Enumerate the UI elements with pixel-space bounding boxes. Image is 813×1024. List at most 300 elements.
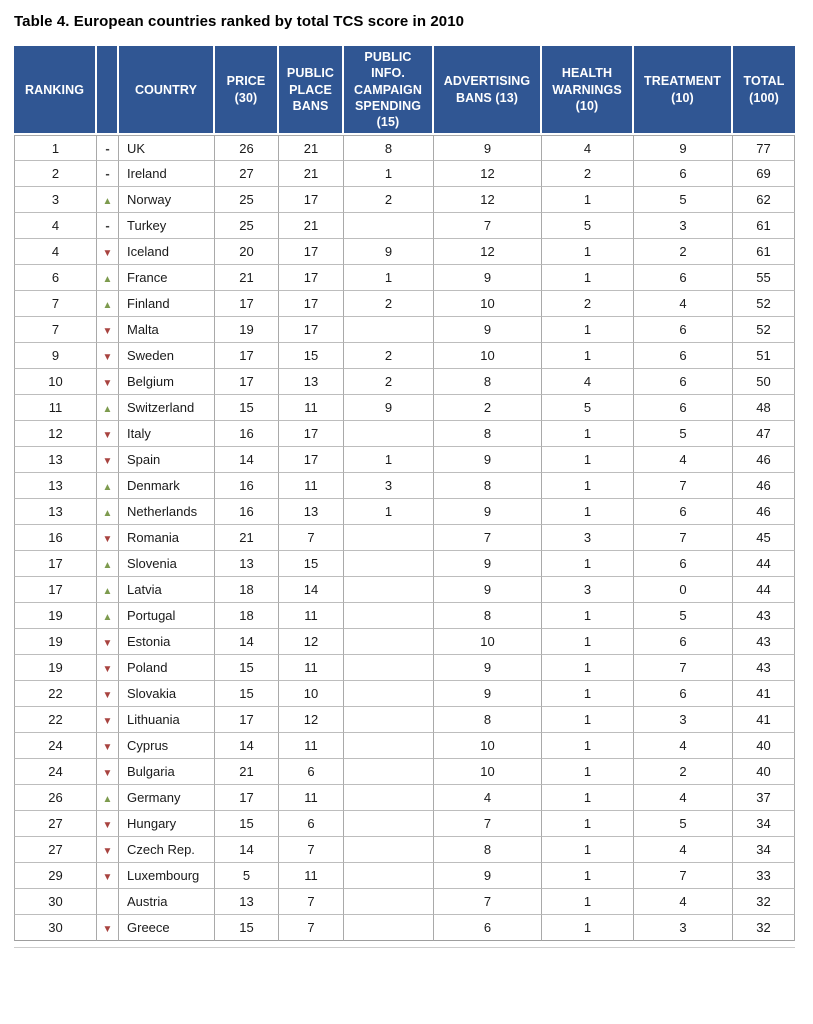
health-warnings-cell: 1 [542, 759, 634, 785]
trend-down-icon: ▼ [102, 768, 113, 780]
price-cell: 14 [215, 629, 279, 655]
trend-cell [97, 343, 119, 369]
price-cell: 25 [215, 187, 279, 213]
table-row [14, 603, 795, 629]
table-row [14, 447, 795, 473]
country-cell: Netherlands [119, 499, 215, 525]
price-cell: 21 [215, 759, 279, 785]
advertising-bans-cell: 8 [434, 421, 542, 447]
campaign-spending-cell: 1 [344, 265, 434, 291]
ranking-cell: 17 [14, 551, 97, 577]
campaign-spending-cell: 2 [344, 187, 434, 213]
campaign-spending-cell [344, 811, 434, 837]
country-cell: Malta [119, 317, 215, 343]
treatment-cell: 2 [634, 759, 733, 785]
col-header-total: TOTAL (100) [733, 46, 795, 135]
treatment-cell: 5 [634, 603, 733, 629]
advertising-bans-cell: 7 [434, 213, 542, 239]
table-row [14, 265, 795, 291]
trend-up-icon: ▲ [102, 482, 113, 494]
health-warnings-cell: 2 [542, 291, 634, 317]
price-cell: 21 [215, 265, 279, 291]
ranking-cell: 13 [14, 499, 97, 525]
table-header [14, 46, 795, 135]
total-cell: 61 [733, 213, 795, 239]
health-warnings-cell: 3 [542, 577, 634, 603]
health-warnings-cell: 1 [542, 317, 634, 343]
health-warnings-cell: 1 [542, 837, 634, 863]
table-row [14, 291, 795, 317]
total-cell: 43 [733, 603, 795, 629]
country-cell: Bulgaria [119, 759, 215, 785]
country-cell: Lithuania [119, 707, 215, 733]
trend-up-icon: ▲ [102, 560, 113, 572]
country-cell: Czech Rep. [119, 837, 215, 863]
public-place-bans-cell: 11 [279, 863, 344, 889]
treatment-cell: 6 [634, 343, 733, 369]
public-place-bans-cell: 12 [279, 629, 344, 655]
trend-cell [97, 629, 119, 655]
trend-cell [97, 187, 119, 213]
ranking-cell: 10 [14, 369, 97, 395]
header-row [14, 46, 795, 135]
trend-cell [97, 135, 119, 161]
trend-down-icon: ▼ [102, 846, 113, 858]
advertising-bans-cell: 9 [434, 863, 542, 889]
trend-up-icon: ▲ [102, 404, 113, 416]
public-place-bans-cell: 17 [279, 265, 344, 291]
trend-cell [97, 499, 119, 525]
trend-up-icon: ▲ [102, 300, 113, 312]
trend-cell [97, 369, 119, 395]
price-cell: 16 [215, 499, 279, 525]
trend-cell [97, 265, 119, 291]
health-warnings-cell: 1 [542, 187, 634, 213]
trend-up-icon: ▲ [102, 274, 113, 286]
trend-cell [97, 213, 119, 239]
public-place-bans-cell: 11 [279, 473, 344, 499]
public-place-bans-cell: 17 [279, 317, 344, 343]
country-cell: Poland [119, 655, 215, 681]
public-place-bans-cell: 17 [279, 291, 344, 317]
table-row [14, 395, 795, 421]
health-warnings-cell: 1 [542, 421, 634, 447]
table-row [14, 421, 795, 447]
table-row [14, 161, 795, 187]
public-place-bans-cell: 12 [279, 707, 344, 733]
table-row [14, 915, 795, 941]
campaign-spending-cell [344, 551, 434, 577]
advertising-bans-cell: 6 [434, 915, 542, 941]
advertising-bans-cell: 7 [434, 525, 542, 551]
ranking-cell: 13 [14, 447, 97, 473]
trend-up-icon: ▲ [102, 586, 113, 598]
col-header-advertising-bans: ADVERTISING BANS (13) [434, 46, 542, 135]
total-cell: 52 [733, 317, 795, 343]
trend-up-icon: ▲ [102, 612, 113, 624]
treatment-cell: 7 [634, 863, 733, 889]
ranking-cell: 19 [14, 603, 97, 629]
ranking-cell: 27 [14, 837, 97, 863]
ranking-cell: 19 [14, 629, 97, 655]
treatment-cell: 7 [634, 473, 733, 499]
advertising-bans-cell: 8 [434, 603, 542, 629]
trend-cell [97, 655, 119, 681]
campaign-spending-cell: 1 [344, 499, 434, 525]
table-row [14, 863, 795, 889]
advertising-bans-cell: 9 [434, 317, 542, 343]
price-cell: 13 [215, 889, 279, 915]
advertising-bans-cell: 9 [434, 499, 542, 525]
trend-cell [97, 161, 119, 187]
campaign-spending-cell: 2 [344, 291, 434, 317]
health-warnings-cell: 1 [542, 499, 634, 525]
advertising-bans-cell: 10 [434, 629, 542, 655]
trend-cell [97, 525, 119, 551]
country-cell: Iceland [119, 239, 215, 265]
total-cell: 43 [733, 629, 795, 655]
treatment-cell: 6 [634, 369, 733, 395]
treatment-cell: 5 [634, 421, 733, 447]
country-cell: Denmark [119, 473, 215, 499]
health-warnings-cell: 2 [542, 161, 634, 187]
table-row [14, 655, 795, 681]
total-cell: 44 [733, 577, 795, 603]
campaign-spending-cell [344, 603, 434, 629]
table-row [14, 369, 795, 395]
public-place-bans-cell: 14 [279, 577, 344, 603]
campaign-spending-cell: 1 [344, 161, 434, 187]
public-place-bans-cell: 17 [279, 421, 344, 447]
total-cell: 48 [733, 395, 795, 421]
total-cell: 44 [733, 551, 795, 577]
advertising-bans-cell: 10 [434, 759, 542, 785]
country-cell: Slovakia [119, 681, 215, 707]
ranking-cell: 9 [14, 343, 97, 369]
treatment-cell: 7 [634, 655, 733, 681]
trend-cell [97, 239, 119, 265]
ranking-cell: 4 [14, 239, 97, 265]
total-cell: 40 [733, 759, 795, 785]
ranking-cell: 22 [14, 681, 97, 707]
trend-down-icon: ▼ [102, 664, 113, 676]
ranking-cell: 12 [14, 421, 97, 447]
table-row [14, 239, 795, 265]
price-cell: 15 [215, 395, 279, 421]
country-cell: Estonia [119, 629, 215, 655]
price-cell: 19 [215, 317, 279, 343]
trend-down-icon: ▼ [102, 716, 113, 728]
public-place-bans-cell: 17 [279, 447, 344, 473]
total-cell: 33 [733, 863, 795, 889]
trend-cell [97, 759, 119, 785]
trend-cell [97, 863, 119, 889]
country-cell: Germany [119, 785, 215, 811]
total-cell: 34 [733, 811, 795, 837]
country-cell: Austria [119, 889, 215, 915]
public-place-bans-cell: 17 [279, 239, 344, 265]
public-place-bans-cell: 7 [279, 915, 344, 941]
health-warnings-cell: 1 [542, 863, 634, 889]
public-place-bans-cell: 7 [279, 525, 344, 551]
trend-up-icon: ▲ [102, 508, 113, 520]
public-place-bans-cell: 21 [279, 135, 344, 161]
table-row [14, 343, 795, 369]
price-cell: 14 [215, 733, 279, 759]
advertising-bans-cell: 12 [434, 187, 542, 213]
col-header-country: COUNTRY [119, 46, 215, 135]
health-warnings-cell: 1 [542, 785, 634, 811]
table-row [14, 525, 795, 551]
trend-cell [97, 837, 119, 863]
treatment-cell: 0 [634, 577, 733, 603]
campaign-spending-cell: 3 [344, 473, 434, 499]
trend-cell [97, 577, 119, 603]
table-row [14, 499, 795, 525]
trend-cell [97, 707, 119, 733]
public-place-bans-cell: 17 [279, 187, 344, 213]
country-cell: Norway [119, 187, 215, 213]
trend-cell [97, 915, 119, 941]
campaign-spending-cell: 8 [344, 135, 434, 161]
treatment-cell: 6 [634, 265, 733, 291]
advertising-bans-cell: 9 [434, 681, 542, 707]
price-cell: 16 [215, 421, 279, 447]
advertising-bans-cell: 4 [434, 785, 542, 811]
trend-down-icon: ▼ [102, 638, 113, 650]
total-cell: 52 [733, 291, 795, 317]
country-cell: Sweden [119, 343, 215, 369]
health-warnings-cell: 1 [542, 629, 634, 655]
trend-cell [97, 603, 119, 629]
advertising-bans-cell: 9 [434, 577, 542, 603]
ranking-cell: 27 [14, 811, 97, 837]
total-cell: 45 [733, 525, 795, 551]
country-cell: Latvia [119, 577, 215, 603]
col-header-price: PRICE (30) [215, 46, 279, 135]
public-place-bans-cell: 15 [279, 551, 344, 577]
total-cell: 43 [733, 655, 795, 681]
total-cell: 46 [733, 499, 795, 525]
trend-cell [97, 291, 119, 317]
country-cell: Ireland [119, 161, 215, 187]
advertising-bans-cell: 9 [434, 135, 542, 161]
trend-cell [97, 317, 119, 343]
advertising-bans-cell: 10 [434, 291, 542, 317]
trend-down-icon: ▼ [102, 326, 113, 338]
trend-same-icon: - [105, 166, 110, 182]
campaign-spending-cell: 2 [344, 369, 434, 395]
treatment-cell: 6 [634, 395, 733, 421]
advertising-bans-cell: 7 [434, 811, 542, 837]
ranking-cell: 1 [14, 135, 97, 161]
campaign-spending-cell [344, 629, 434, 655]
campaign-spending-cell [344, 577, 434, 603]
treatment-cell: 2 [634, 239, 733, 265]
table-row [14, 811, 795, 837]
trend-cell [97, 785, 119, 811]
price-cell: 18 [215, 603, 279, 629]
total-cell: 51 [733, 343, 795, 369]
health-warnings-cell: 4 [542, 369, 634, 395]
public-place-bans-cell: 10 [279, 681, 344, 707]
health-warnings-cell: 1 [542, 265, 634, 291]
public-place-bans-cell: 11 [279, 655, 344, 681]
campaign-spending-cell: 9 [344, 395, 434, 421]
ranking-cell: 4 [14, 213, 97, 239]
country-cell: Greece [119, 915, 215, 941]
table-row [14, 551, 795, 577]
country-cell: UK [119, 135, 215, 161]
total-cell: 62 [733, 187, 795, 213]
campaign-spending-cell [344, 837, 434, 863]
col-header-campaign-spending: PUBLIC INFO. CAMPAIGN SPENDING (15) [344, 46, 434, 135]
health-warnings-cell: 1 [542, 681, 634, 707]
trend-down-icon: ▼ [102, 742, 113, 754]
trend-up-icon: ▲ [102, 196, 113, 208]
treatment-cell: 4 [634, 889, 733, 915]
country-cell: Cyprus [119, 733, 215, 759]
total-cell: 34 [733, 837, 795, 863]
price-cell: 17 [215, 343, 279, 369]
col-header-trend [97, 46, 119, 135]
ranking-cell: 16 [14, 525, 97, 551]
ranking-cell: 29 [14, 863, 97, 889]
campaign-spending-cell [344, 317, 434, 343]
campaign-spending-cell [344, 655, 434, 681]
total-cell: 69 [733, 161, 795, 187]
price-cell: 13 [215, 551, 279, 577]
price-cell: 14 [215, 837, 279, 863]
total-cell: 32 [733, 889, 795, 915]
advertising-bans-cell: 9 [434, 265, 542, 291]
ranking-cell: 17 [14, 577, 97, 603]
campaign-spending-cell: 1 [344, 447, 434, 473]
health-warnings-cell: 1 [542, 239, 634, 265]
health-warnings-cell: 1 [542, 915, 634, 941]
table-row [14, 213, 795, 239]
health-warnings-cell: 5 [542, 213, 634, 239]
country-cell: Belgium [119, 369, 215, 395]
ranking-cell: 11 [14, 395, 97, 421]
ranking-cell: 3 [14, 187, 97, 213]
treatment-cell: 6 [634, 681, 733, 707]
health-warnings-cell: 1 [542, 473, 634, 499]
table-bottom-rule [14, 947, 795, 948]
ranking-cell: 13 [14, 473, 97, 499]
table-row [14, 889, 795, 915]
price-cell: 25 [215, 213, 279, 239]
treatment-cell: 9 [634, 135, 733, 161]
col-header-health-warnings: HEALTH WARNINGS (10) [542, 46, 634, 135]
trend-cell [97, 733, 119, 759]
advertising-bans-cell: 8 [434, 837, 542, 863]
table-row [14, 135, 795, 161]
treatment-cell: 5 [634, 187, 733, 213]
treatment-cell: 4 [634, 291, 733, 317]
trend-cell [97, 395, 119, 421]
total-cell: 77 [733, 135, 795, 161]
table-row [14, 187, 795, 213]
price-cell: 17 [215, 291, 279, 317]
ranking-cell: 19 [14, 655, 97, 681]
advertising-bans-cell: 8 [434, 369, 542, 395]
advertising-bans-cell: 10 [434, 733, 542, 759]
ranking-cell: 7 [14, 317, 97, 343]
price-cell: 17 [215, 369, 279, 395]
treatment-cell: 6 [634, 499, 733, 525]
trend-down-icon: ▼ [102, 378, 113, 390]
health-warnings-cell: 3 [542, 525, 634, 551]
trend-cell [97, 681, 119, 707]
country-cell: Switzerland [119, 395, 215, 421]
health-warnings-cell: 1 [542, 447, 634, 473]
table-row [14, 473, 795, 499]
advertising-bans-cell: 10 [434, 343, 542, 369]
price-cell: 17 [215, 707, 279, 733]
total-cell: 47 [733, 421, 795, 447]
campaign-spending-cell [344, 707, 434, 733]
public-place-bans-cell: 15 [279, 343, 344, 369]
treatment-cell: 6 [634, 551, 733, 577]
price-cell: 15 [215, 915, 279, 941]
health-warnings-cell: 1 [542, 811, 634, 837]
trend-cell [97, 889, 119, 915]
public-place-bans-cell: 13 [279, 369, 344, 395]
treatment-cell: 3 [634, 707, 733, 733]
public-place-bans-cell: 11 [279, 603, 344, 629]
table-row [14, 785, 795, 811]
trend-cell [97, 811, 119, 837]
total-cell: 61 [733, 239, 795, 265]
total-cell: 40 [733, 733, 795, 759]
trend-cell [97, 447, 119, 473]
treatment-cell: 4 [634, 837, 733, 863]
ranking-cell: 24 [14, 759, 97, 785]
public-place-bans-cell: 7 [279, 889, 344, 915]
campaign-spending-cell [344, 213, 434, 239]
advertising-bans-cell: 9 [434, 447, 542, 473]
col-header-ranking: RANKING [14, 46, 97, 135]
treatment-cell: 3 [634, 213, 733, 239]
trend-up-icon: ▲ [102, 794, 113, 806]
campaign-spending-cell [344, 759, 434, 785]
price-cell: 15 [215, 811, 279, 837]
country-cell: Italy [119, 421, 215, 447]
treatment-cell: 4 [634, 447, 733, 473]
table-row [14, 837, 795, 863]
health-warnings-cell: 1 [542, 343, 634, 369]
table-body [14, 135, 795, 941]
trend-down-icon: ▼ [102, 872, 113, 884]
total-cell: 32 [733, 915, 795, 941]
country-cell: Spain [119, 447, 215, 473]
price-cell: 16 [215, 473, 279, 499]
campaign-spending-cell [344, 421, 434, 447]
public-place-bans-cell: 11 [279, 733, 344, 759]
price-cell: 15 [215, 655, 279, 681]
campaign-spending-cell [344, 525, 434, 551]
treatment-cell: 4 [634, 785, 733, 811]
table-row [14, 759, 795, 785]
public-place-bans-cell: 6 [279, 759, 344, 785]
trend-cell [97, 473, 119, 499]
ranking-cell: 22 [14, 707, 97, 733]
health-warnings-cell: 1 [542, 707, 634, 733]
campaign-spending-cell [344, 785, 434, 811]
trend-down-icon: ▼ [102, 820, 113, 832]
table-row [14, 629, 795, 655]
